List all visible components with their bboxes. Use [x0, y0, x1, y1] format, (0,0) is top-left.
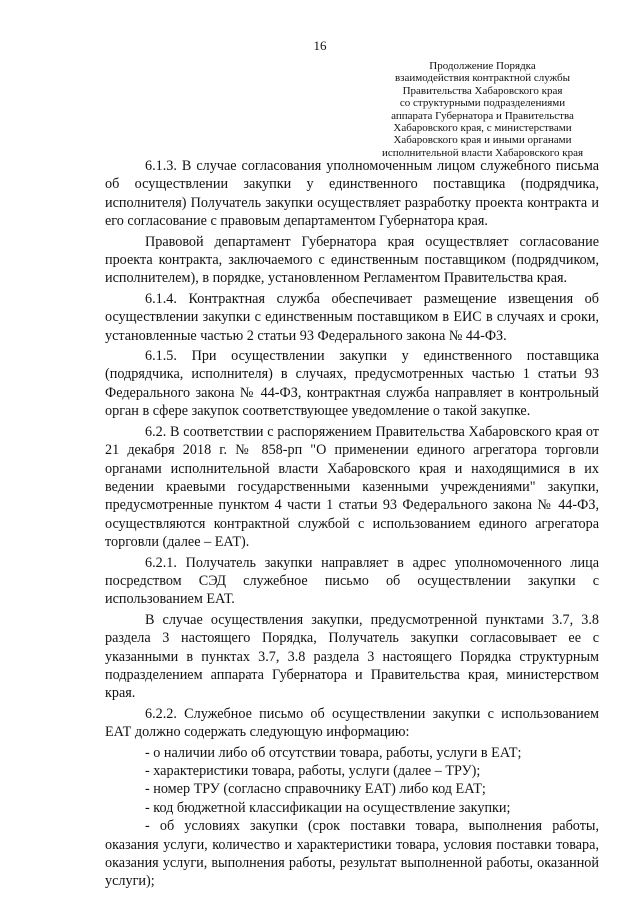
paragraph-6-2-1: 6.2.1. Получатель закупки направляет в адрес уполномоченного лица посредством СЭД служебное письмо об осуществлении закупки с использованием ЕАТ.: [105, 554, 599, 608]
paragraph-6-1-4: 6.1.4. Контрактная служба обеспечивает размещение извещения об осуществлении закупки с единственным поставщиком в ЕИС в случаях и сроки, установленные частью 2 статьи 93 Федерального закона № 44-ФЗ.: [105, 290, 599, 344]
list-item: - характеристики товара, работы, услуги (далее – ТРУ);: [145, 763, 481, 779]
page-number: 16: [313, 38, 327, 53]
paragraph-6-2-2: 6.2.2. Служебное письмо об осуществлении закупки с использованием ЕАТ должно содержать следующую информацию:: [105, 705, 599, 741]
document-body: [105, 157, 599, 891]
header-line: взаимодействия контрактной службы: [394, 72, 571, 85]
header-line: Хабаровского края, с министерствами: [393, 122, 572, 135]
list-item: - о наличии либо об отсутствии товара, работы, услуги в ЕАТ;: [145, 744, 522, 761]
list-item: - об условиях закупки (срок поставки товара, выполнения работы, оказания услуги, количество и характеристики товара, условия поставки товара, оказания услуги, выполнения работы, результат выполненной работы, оказанной услуги);: [105, 818, 599, 890]
header-line: аппарата Губернатора и Правительства: [391, 109, 574, 122]
header-line: исполнительной власти Хабаровского края: [381, 146, 584, 159]
paragraph-agreement: В случае осуществления закупки, предусмотренной пунктами 3.7, 3.8 раздела 3 настоящего Порядка, Получатель закупки согласовывает ее с указанными в пунктах 3.7, 3.8 раздела 3 настоящего Порядка структурным подразделением аппарата Губернатора и Правительства края, министерством края.: [105, 611, 599, 702]
header-line: со структурными подразделениями: [399, 97, 566, 110]
paragraph-6-2: 6.2. В соответствии с распоряжением Правительства Хабаровского края от 21 декабря 2018 г. № 858-рп "О применении единого агрегатора торговли органами исполнительной власти Хабаровского края и находящимися в их ведении краевыми государственными казенными учреждениями" закупки, предусмотренные пунктом 4 части 1 статьи 93 Федерального закона № 44-ФЗ, осуществляются контрактной службой с использованием единого агрегатора торговли (далее – ЕАТ).: [105, 423, 599, 551]
header-line: Правительства Хабаровского края: [402, 84, 563, 97]
list-item: - код бюджетной классификации на осуществление закупки;: [145, 799, 511, 816]
paragraph-6-1-3: 6.1.3. В случае согласования уполномоченным лицом служебного письма об осуществлении закупки у единственного поставщика (подрядчика, исполнителя) Получатель закупки осуществляет разработку проекта контракта и его согласование с правовым департаментом Губернатора края.: [105, 158, 599, 230]
list-item: - номер ТРУ (согласно справочнику ЕАТ) либо код ЕАТ;: [145, 781, 486, 798]
document-header: [355, 60, 610, 159]
paragraph-legal-dept: Правовой департамент Губернатора края осуществляет согласование проекта контракта, заключаемого с единственным поставщиком (подрядчиком, исполнителем), в порядке, установленном Регламентом Правительства края.: [105, 233, 599, 287]
header-line: Хабаровского края и иными органами: [393, 134, 572, 147]
header-line: Продолжение Порядка: [429, 60, 536, 72]
paragraph-6-1-5: 6.1.5. При осуществлении закупки у единственного поставщика (подрядчика, исполнителя) в случаях, предусмотренных частью 1 статьи 93 Федерального закона № 44-ФЗ, контрактная служба направляет в контрольный орган в сфере закупок соответствующее уведомление о такой закупке.: [105, 348, 599, 420]
